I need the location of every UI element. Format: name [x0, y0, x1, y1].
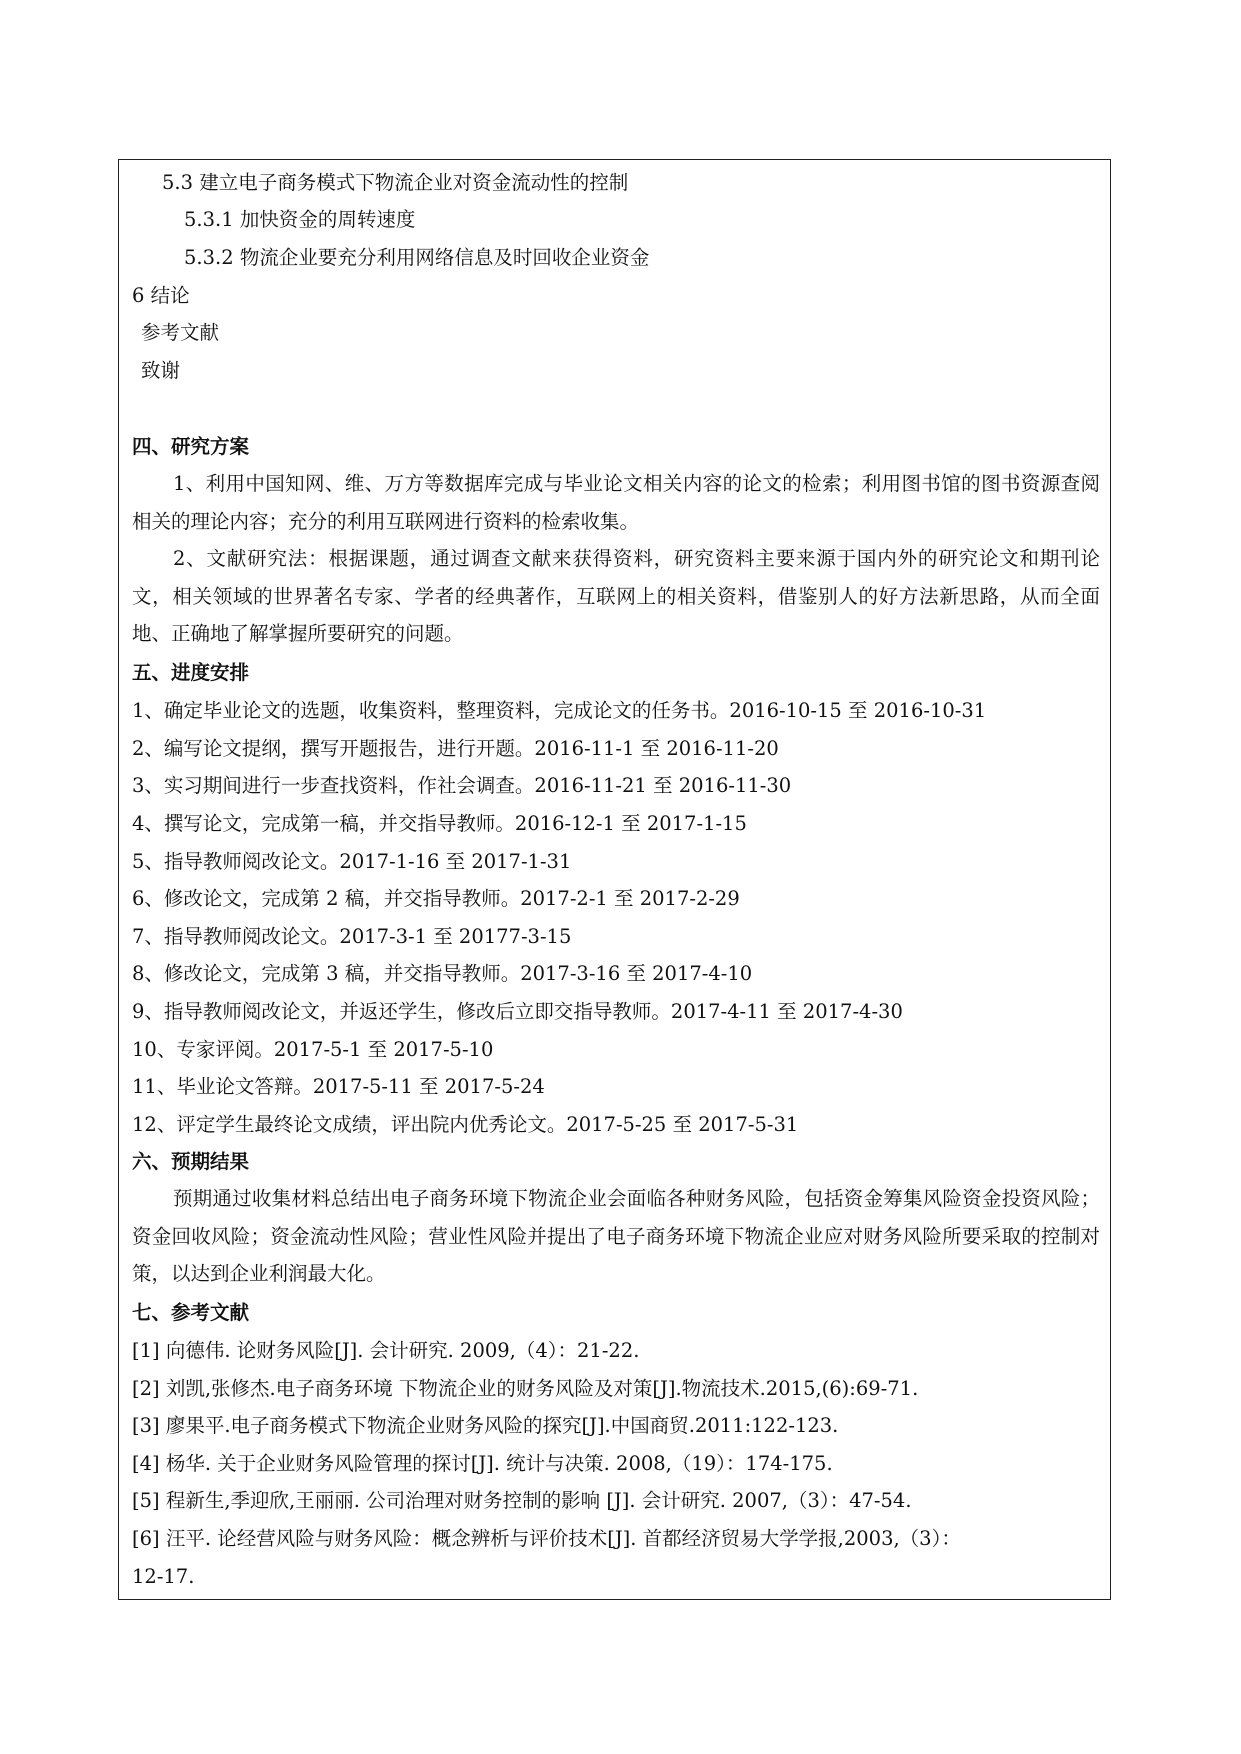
section-heading: 五、进度安排	[132, 661, 250, 684]
schedule-item: 10、专家评阅。2017-5-1 至 2017-5-10	[132, 1038, 494, 1061]
outline-line-acknowledgements: 致谢	[141, 359, 181, 382]
schedule-item: 2、编写论文提纲，撰写开题报告，进行开题。2016-11-1 至 2016-11-20	[132, 737, 779, 760]
paragraph: 2、文献研究法：根据课题，通过调查文献来获得资料，研究资料主要来源于国内外的研究论文和期刊论文，相关领域的世界著名专家、学者的经典著作，互联网上的相关资料，借鉴别人的好方法新思路，从而全面地、正确地了解掌握所要研究的问题。	[132, 547, 1100, 645]
reference-item: [2] 刘凯,张修杰.电子商务环境 下物流企业的财务风险及对策[J].物流技术.2015,(6):69-71.	[132, 1377, 919, 1400]
schedule-item: 6、修改论文，完成第 2 稿，并交指导教师。2017-2-1 至 2017-2-29	[132, 887, 740, 910]
schedule-item: 9、指导教师阅改论文，并返还学生，修改后立即交指导教师。2017-4-11 至 2017-4-30	[132, 1000, 903, 1023]
schedule-item: 8、修改论文，完成第 3 稿，并交指导教师。2017-3-16 至 2017-4-10	[132, 962, 753, 985]
schedule-item: 12、评定学生最终论文成绩，评出院内优秀论文。2017-5-25 至 2017-5-31	[132, 1113, 799, 1136]
reference-item: [1] 向德伟. 论财务风险[J]. 会计研究. 2009,（4）：21-22.	[132, 1339, 640, 1362]
outline-line-6: 6 结论	[132, 284, 190, 307]
section-heading: 六、预期结果	[132, 1150, 250, 1173]
reference-item: [6] 汪平. 论经营风险与财务风险：概念辨析与评价技术[J]. 首都经济贸易大学学报,2003,（3）：	[132, 1527, 961, 1550]
outline-line-references: 参考文献	[141, 321, 220, 344]
schedule-item: 7、指导教师阅改论文。2017-3-1 至 20177-3-15	[132, 925, 572, 948]
schedule-item: 4、撰写论文，完成第一稿，并交指导教师。2016-12-1 至 2017-1-15	[132, 812, 747, 835]
section-heading: 四、研究方案	[132, 435, 250, 458]
reference-item: [4] 杨华. 关于企业财务风险管理的探讨[J]. 统计与决策. 2008,（19）：174-175.	[132, 1452, 833, 1475]
schedule-item: 3、实习期间进行一步查找资料，作社会调查。2016-11-21 至 2016-11-30	[132, 774, 792, 797]
paragraph: 预期通过收集材料总结出电子商务环境下物流企业会面临各种财务风险，包括资金筹集风险资金投资风险；资金回收风险；资金流动性风险；营业性风险并提出了电子商务环境下物流企业应对财务风险所要采取的控制对策，以达到企业利润最大化。	[132, 1187, 1100, 1285]
schedule-item: 1、确定毕业论文的选题，收集资料，整理资料，完成论文的任务书。2016-10-15 至 2016-10-31	[132, 699, 987, 722]
reference-item: [5] 程新生,季迎欣,王丽丽. 公司治理对财务控制的影响 [J]. 会计研究. 2007,（3）：47-54.	[132, 1489, 912, 1512]
reference-item: 12-17.	[132, 1565, 195, 1588]
outline-line-5-3-1: 5.3.1 加快资金的周转速度	[184, 208, 416, 231]
paragraph: 1、利用中国知网、维、万方等数据库完成与毕业论文相关内容的论文的检索；利用图书馆的图书资源查阅相关的理论内容；充分的利用互联网进行资料的检索收集。	[132, 472, 1100, 533]
schedule-item: 5、指导教师阅改论文。2017-1-16 至 2017-1-31	[132, 850, 572, 873]
schedule-item: 11、毕业论文答辩。2017-5-11 至 2017-5-24	[132, 1075, 545, 1098]
outline-line-5-3-2: 5.3.2 物流企业要充分利用网络信息及时回收企业资金	[184, 246, 650, 269]
outline-line-5-3: 5.3 建立电子商务模式下物流企业对资金流动性的控制	[162, 171, 629, 194]
reference-item: [3] 廖果平.电子商务模式下物流企业财务风险的探究[J].中国商贸.2011:122-123.	[132, 1414, 839, 1437]
section-heading: 七、参考文献	[132, 1301, 250, 1324]
